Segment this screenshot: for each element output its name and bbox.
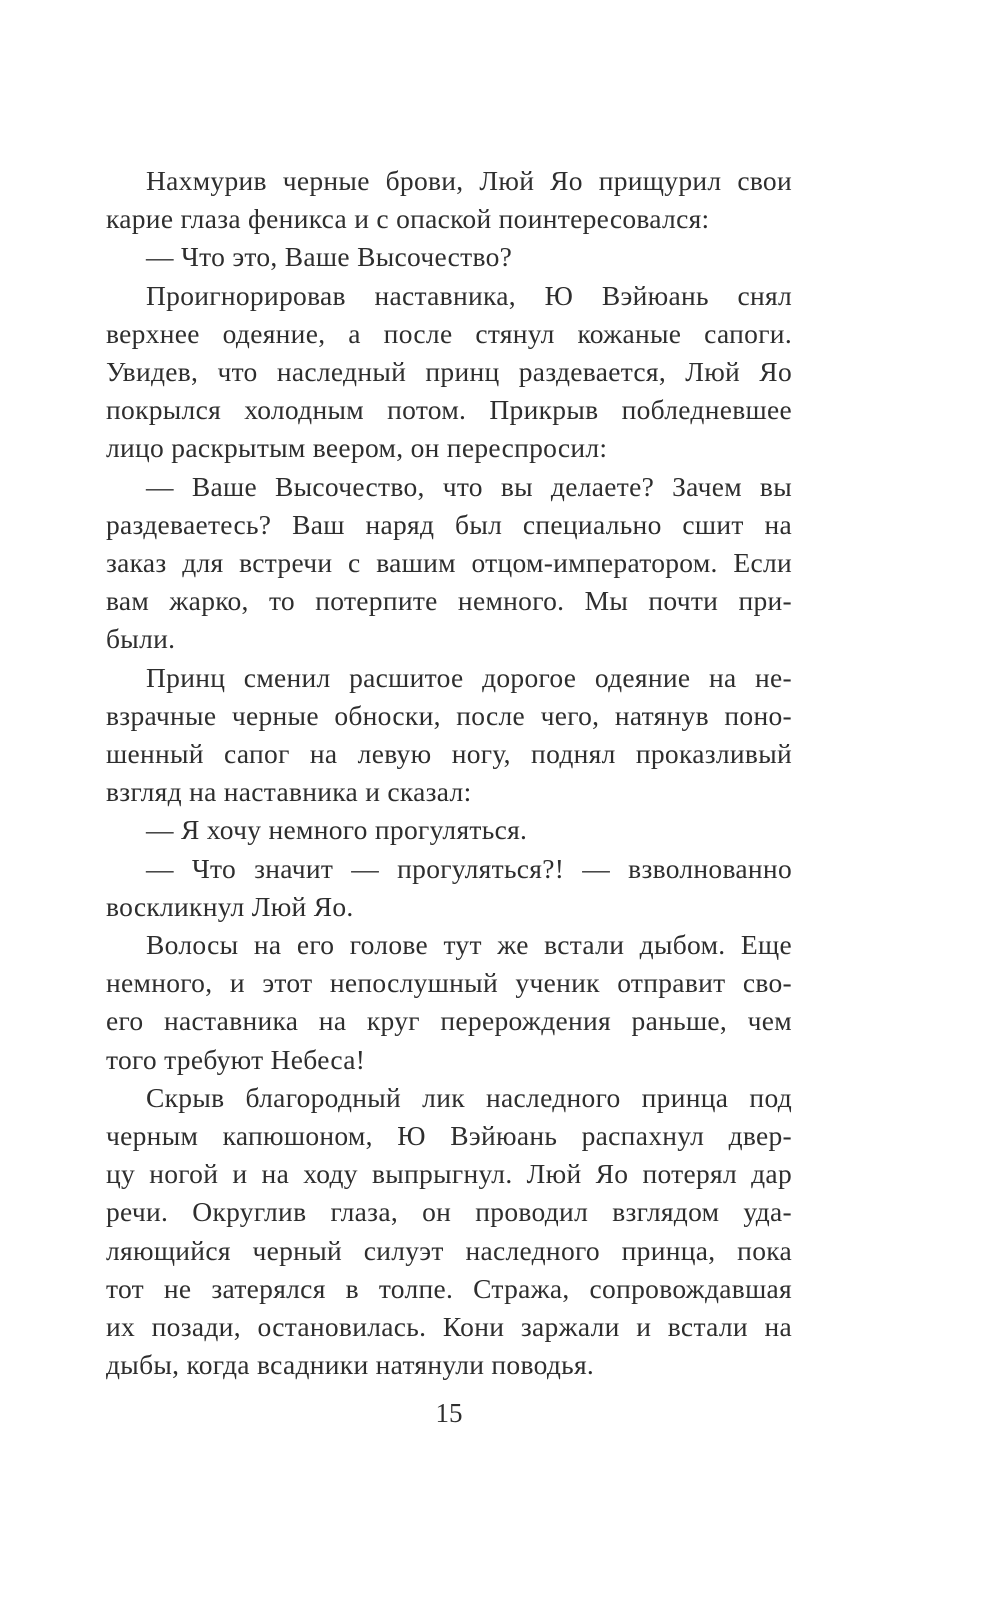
text-line: — Я хочу немного прогуляться. (146, 814, 528, 846)
text-line: лицо раскрытым веером, он переспросил: (106, 432, 608, 464)
text-line: верхнее одеяние, а после стянул кожаные сапоги. (106, 317, 792, 349)
text-line: немного, и этот непослушный ученик отправит сво- (106, 967, 792, 999)
text-line: были. (106, 623, 176, 655)
text-line: взрачные черные обноски, после чего, натянув поно- (106, 699, 792, 731)
text-line: Проигнорировав наставника, Ю Вэйюань снял (146, 279, 792, 311)
text-line: взгляд на наставника и сказал: (106, 776, 472, 808)
text-line: его наставника на круг перерождения раньше, чем (106, 1005, 792, 1037)
text-line: воскликнул Люй Яо. (106, 890, 354, 922)
text-line: — Ваше Высочество, что вы делаете? Зачем вы (146, 470, 792, 502)
text-line: их позади, остановилась. Кони заржали и встали на (106, 1311, 792, 1343)
text-line: раздеваетесь? Ваш наряд был специально сшит на (106, 508, 792, 540)
text-line: Увидев, что наследный принц раздевается, Люй Яо (106, 356, 792, 388)
text-line: шенный сапог на левую ногу, поднял проказливый (106, 738, 792, 770)
text-line: Нахмурив черные брови, Люй Яо прищурил свои (146, 165, 792, 196)
text-line: покрылся холодным потом. Прикрыв побледневшее (106, 394, 792, 426)
text-line: речи. Округлив глаза, он проводил взглядом уда- (106, 1196, 792, 1228)
text-line: тот не затерялся в толпе. Стража, сопровождавшая (106, 1272, 792, 1304)
text-line: того требуют Небеса! (106, 1043, 366, 1075)
text-line: — Что значит — прогуляться?! — взволнованно (146, 852, 792, 884)
text-line: карие глаза феникса и с опаской поинтересовался: (106, 203, 710, 235)
text-line: черным капюшоном, Ю Вэйюань распахнул двер- (106, 1120, 792, 1152)
page-text (106, 162, 792, 1385)
text-line: Принц сменил расшитое дорогое одеяние на не- (146, 661, 792, 693)
text-line: — Что это, Ваше Высочество? (146, 241, 513, 273)
text-line: Скрыв благородный лик наследного принца под (146, 1081, 792, 1113)
text-line: цу ногой и на ходу выпрыгнул. Люй Яо потерял дар (106, 1158, 792, 1190)
text-line: заказ для встречи с вашим отцом-императором. Если (106, 547, 792, 579)
page-number: 15 (435, 1398, 463, 1428)
text-line: дыбы, когда всадники натянули поводья. (106, 1349, 595, 1381)
text-line: вам жарко, то потерпите немного. Мы почти при- (106, 585, 792, 617)
text-line: Волосы на его голове тут же встали дыбом. Еще (146, 929, 792, 961)
text-line: ляющийся черный силуэт наследного принца, пока (106, 1234, 792, 1266)
